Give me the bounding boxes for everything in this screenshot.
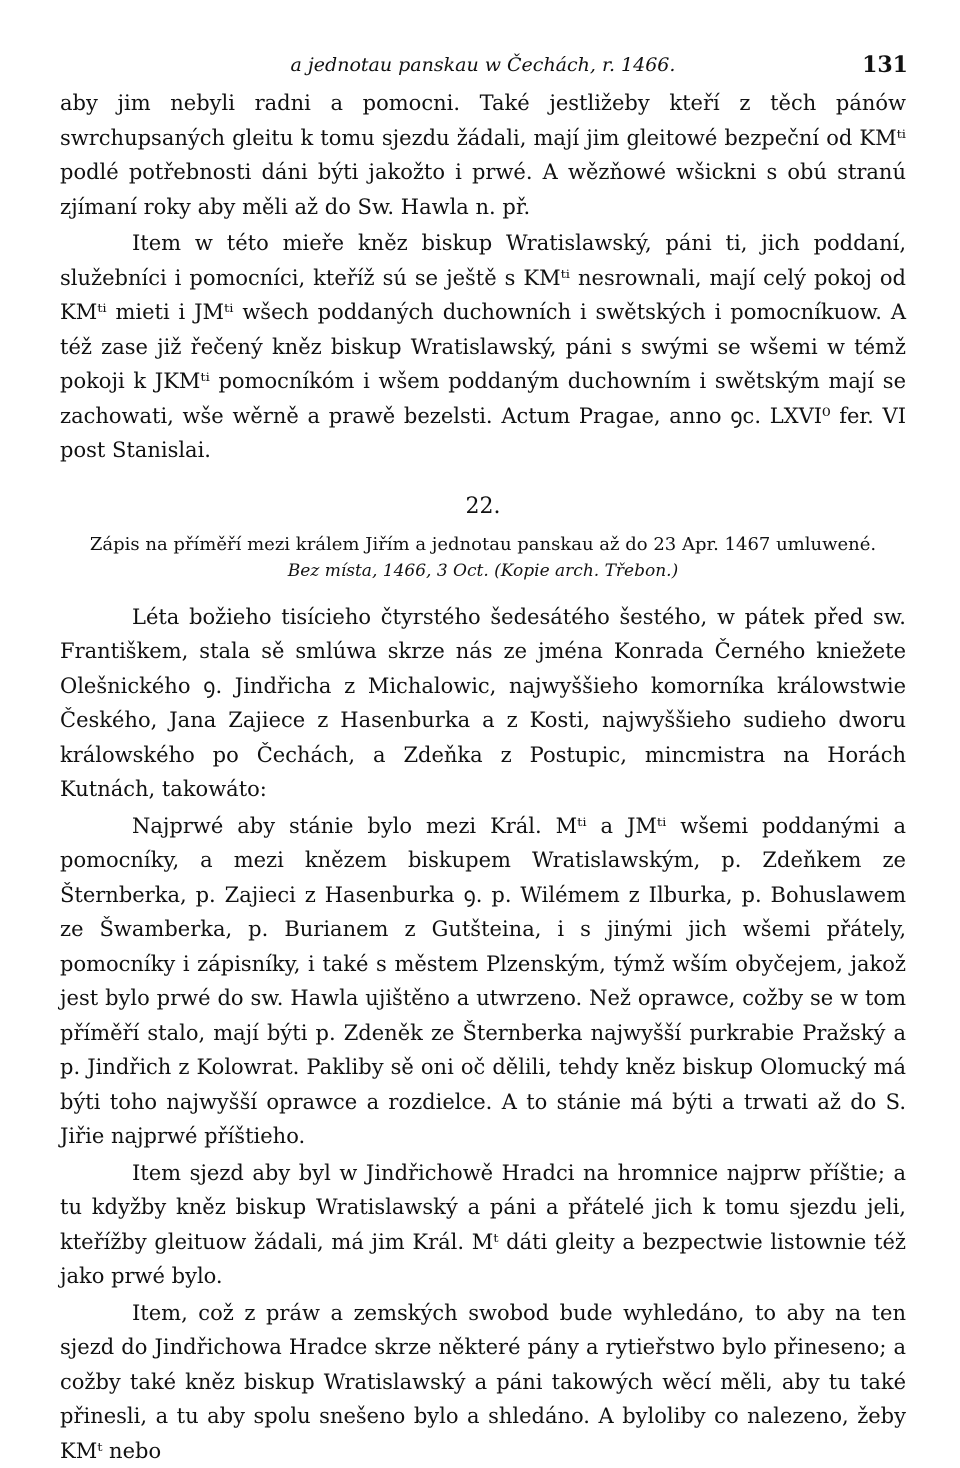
document-summary: Zápis na příměří mezi králem Jiřím a jednotau panskau až do 23 Apr. 1467 umluwené. [60, 532, 906, 558]
continuation-paragraph: Item w této mieře kněz biskup Wratislawský, páni ti, jich poddaní, služebníci i pomocníci, kteříž sú se ještě s KMᵗⁱ nesrownali, mají celý pokoj od KMᵗⁱ mieti i JMᵗⁱ wšech poddaných duchowních i swětských i pomocníkuow. A též zase již řečený kněz biskup Wratislawský, páni s swými se wšemi w témž pokoji k JKMᵗⁱ pomocníkóm i wšem poddaným duchowním i swětským mají se zachowati, wše wěrně a prawě bezelsti. Actum Pragae, anno ꝯc. LXVI⁰ fer. VI post Stanislai. [60, 226, 906, 468]
document-source: Bez místa, 1466, 3 Oct. (Kopie arch. Třebon.) [60, 558, 906, 584]
document-number: 22. [60, 490, 906, 524]
document-paragraph: Léta božieho tisícieho čtyrstého šedesátého šestého, w pátek před sw. Františkem, stala sě smlúwa skrze nás ze jména Konrada Černého kniežete Olešnického ꝯ. Jindřicha z Michalowic, najwyššieho komorníka králowstwie Českého, Jana Zajiece z Hasenburka a z Kosti, najwyššieho sudieho dworu králowského po Čechách, a Zdeňka z Postupic, mincmistra na Horách Kutnách, takowáto: [60, 600, 906, 807]
document-paragraph: Item, což z práw a zemských swobod bude wyhledáno, to aby na ten sjezd do Jindřichowa Hradce skrze některé pány a rytieřstwo bylo přineseno; a cožby také kněz biskup Wratislawský a páni takowých wěcí měli, aby tu také přinesli, a tu aby spolu snešeno bylo a shledáno. A byloliby co nalezeno, žeby KMᵗ nebo [60, 1296, 906, 1468]
continuation-paragraph: aby jim nebyli radni a pomocni. Také jestližeby kteří z těch pánów swrchupsaných gleitu k tomu sjezdu žádali, mají jim gleitowé bezpeční od KMᵗⁱ podlé potřebnosti dáni býti jakožto i prwé. A wězňowé wšickni s obú stranú zjímaní roky aby měli až do Sw. Hawla n. př. [60, 86, 906, 224]
running-head [60, 52, 906, 82]
running-title: a jednotau panskau w Čechách, r. 1466. [60, 54, 906, 76]
book-page [60, 52, 906, 1468]
document-paragraph: Item sjezd aby byl w Jindřichowě Hradci na hromnice najprw příštie; a tu kdyžby kněz biskup Wratislawský a páni a přátelé jich k tomu sjezdu jeli, kteřížby gleituow žádali, má jim Král. Mᵗ dáti gleity a bezpectwie listownie též jako prwé bylo. [60, 1156, 906, 1294]
page-number: 131 [862, 52, 908, 78]
document-paragraph: Najprwé aby stánie bylo mezi Král. Mᵗⁱ a JMᵗⁱ wšemi poddanými a pomocníky, a mezi knězem biskupem Wratislawským, p. Zdeňkem ze Šternberka, p. Zajieci z Hasenburka ꝯ. p. Wilémem z Ilburka, p. Bohuslawem ze Šwamberka, p. Burianem z Gutšteina, i s jinými jich wšemi přátely, pomocníky i zápisníky, i také s městem Plzenským, týmž wším obyčejem, jakož jest bylo prwé do sw. Hawla ujištěno a utwrzeno. Než oprawce, cožby se w tom příměří stalo, mají býti p. Zdeněk ze Šternberka najwyšší purkrabie Pražský a p. Jindřich z Kolowrat. Pakliby sě oni oč dělili, tehdy kněz biskup Olomucký má býti toho najwyšší oprawce a rozdielce. A to stánie má býti a trwati až do S. Jiřie najprwé příštieho. [60, 809, 906, 1154]
